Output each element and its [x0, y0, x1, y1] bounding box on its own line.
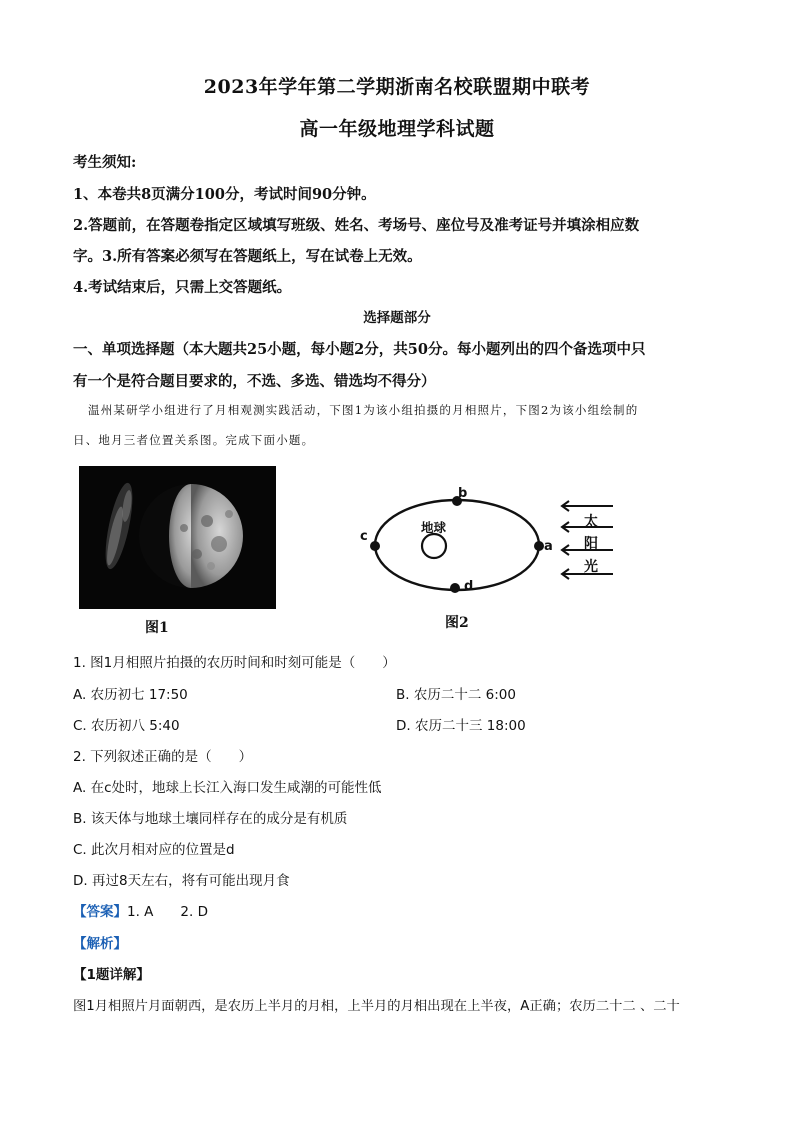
- notice-item-4: 4.考试结束后，只需上交答题纸。: [73, 279, 292, 296]
- question-2-option-b: B. 该天体与地球土壤同样存在的成分是有机质: [73, 811, 348, 827]
- sun-label-char-2: 阳: [584, 536, 598, 552]
- section-title: 选择题部分: [363, 310, 431, 326]
- point-a-marker: [534, 541, 544, 551]
- detail-tag: 【1题详解】: [73, 967, 150, 983]
- question-1-option-b: B. 农历二十二 6:00: [396, 687, 516, 703]
- point-b-label: b: [458, 486, 468, 501]
- answer-text: 1. A 2. D: [127, 904, 208, 920]
- moon-photo-art: [79, 466, 276, 609]
- point-c-marker: [370, 541, 380, 551]
- figure-1-caption: 图1: [145, 620, 169, 636]
- part1-instruction: 一、单项选择题（本大题共25小题，每小题2分，共50分。每小题列出的四个备选项中只: [73, 341, 646, 358]
- analysis-tag: 【解析】: [73, 936, 127, 952]
- point-d-marker: [450, 583, 460, 593]
- sun-label-char-1: 太: [584, 514, 598, 530]
- part1-instruction-cont: 有一个是符合题目要求的，不选、多选、错选均不得分）: [73, 373, 436, 390]
- question-2-option-c: C. 此次月相对应的位置是d: [73, 842, 235, 858]
- notice-item-2-cont: 字。3.所有答案必须写在答题纸上，写在试卷上无效。: [73, 248, 422, 265]
- intro-text-cont: 日、地月三者位置关系图。完成下面小题。: [73, 433, 315, 447]
- notice-item-2: 2.答题前，在答题卷指定区域填写班级、姓名、考场号、座位号及准考证号并填涂相应数: [73, 217, 640, 234]
- question-2-stem: 2. 下列叙述正确的是（ ）: [73, 749, 253, 765]
- moon-orbit: [375, 500, 539, 590]
- question-2-option-a: A. 在c处时，地球上长江入海口发生咸潮的可能性低: [73, 780, 382, 796]
- sun-label-char-3: 光: [584, 559, 598, 575]
- point-d-label: d: [464, 579, 474, 594]
- earth-circle: [422, 534, 446, 558]
- point-a-label: a: [544, 539, 553, 554]
- question-1-stem: 1. 图1月相照片拍摄的农历时间和时刻可能是（ ）: [73, 655, 396, 671]
- exam-title: 2023年学年第二学期浙南名校联盟期中联考: [203, 76, 591, 98]
- earth-label: 地球: [421, 520, 447, 535]
- answer-line: [73, 900, 208, 920]
- detail-text: 图1月相照片月面朝西，是农历上半月的月相，上半月的月相出现在上半夜，A正确；农历二十二 、二十: [73, 999, 680, 1014]
- notice-item-1: 1、本卷共8页满分100分，考试时间90分钟。: [73, 186, 376, 203]
- question-1-option-d: D. 农历二十三 18:00: [396, 718, 526, 734]
- answer-tag: 【答案】: [73, 904, 127, 920]
- question-1-option-c: C. 农历初八 5:40: [73, 718, 180, 734]
- figure-2-caption: 图2: [445, 615, 469, 631]
- moon-photo: [79, 466, 276, 609]
- intro-text: 温州某研学小组进行了月相观测实践活动，下图1为该小组拍摄的月相照片，下图2为该小组绘制的: [88, 403, 639, 417]
- point-c-label: c: [360, 529, 368, 544]
- question-2-option-d: D. 再过8天左右，将有可能出现月食: [73, 873, 290, 889]
- question-1-option-a: A. 农历初七 17:50: [73, 687, 188, 703]
- exam-subtitle: 高一年级地理学科试题: [299, 118, 495, 140]
- notice-heading: 考生须知:: [73, 154, 137, 171]
